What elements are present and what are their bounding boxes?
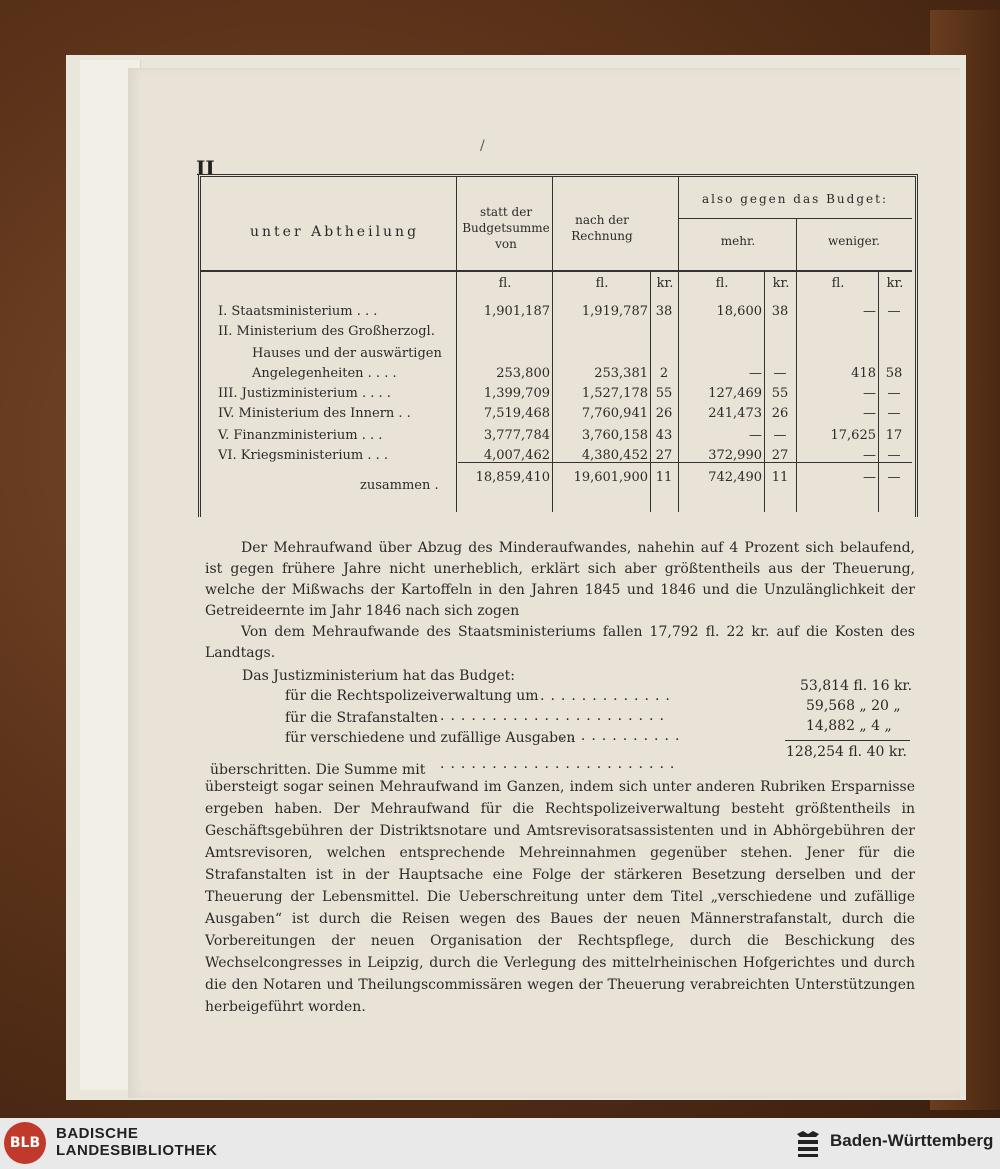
- cell-account-fl: 7,760,941: [581, 406, 648, 421]
- cell-more-fl: —: [749, 428, 762, 443]
- row-label: V. Finanzministerium . . .: [218, 428, 383, 443]
- cell-account-fl: 253,381: [594, 366, 648, 381]
- total-less-kr: —: [887, 470, 901, 485]
- cell-account-kr: 55: [655, 386, 673, 401]
- coat-of-arms-icon: [794, 1128, 822, 1158]
- cell-more-fl: 127,469: [708, 386, 762, 401]
- cell-less-fl: 418: [851, 366, 876, 381]
- paragraph-1: Der Mehraufwand über Abzug des Minderaufwandes, nahehin auf 4 Prozent sich belaufend, ist gegen frühere Jahre nicht unerheblich, erklärt sich aber größtentheils aus der Theuerung, welche der Mißwachs der Kartoffeln in den Jahren 1845 und 1846 und die Unzulänglichkeit der Getreideernte im Jahr 1846 nach sich zogen: [205, 540, 915, 619]
- cell-more-kr: 55: [771, 386, 789, 401]
- header-more: mehr.: [720, 234, 756, 248]
- total-account-fl: 19,601,900: [573, 470, 648, 485]
- unit-kr: kr.: [772, 276, 790, 291]
- cell-more-kr: 38: [771, 304, 789, 319]
- justice-item-label: für die Strafanstalten: [285, 710, 438, 726]
- cell-more-kr: 27: [771, 448, 789, 463]
- cell-account-kr: 43: [655, 428, 673, 443]
- cell-less-fl: —: [863, 386, 876, 401]
- cell-more-fl: 18,600: [716, 304, 762, 319]
- header-budget-sum: statt der Budgetsumme von: [462, 205, 550, 251]
- justice-intro: Das Justizministerium hat das Budget:: [242, 668, 515, 684]
- justice-total-label: überschritten. Die Summe mit: [210, 762, 426, 778]
- row-label: I. Staatsministerium . . .: [218, 304, 378, 319]
- cell-less-fl: 17,625: [830, 428, 876, 443]
- total-label: zusammen .: [360, 478, 439, 493]
- cell-account-kr: 26: [655, 406, 673, 421]
- cell-account-fl: 1,527,178: [581, 386, 648, 401]
- total-more-fl: 742,490: [708, 470, 762, 485]
- cell-more-fl: 372,990: [708, 448, 762, 463]
- footer-bar: [0, 1118, 1000, 1169]
- row-label: IV. Ministerium des Innern . .: [218, 406, 411, 421]
- subheader-divider: [678, 218, 912, 219]
- library-name-line2: LANDESBIBLIOTHEK: [56, 1142, 218, 1159]
- cell-less-fl: —: [863, 304, 876, 319]
- paragraph-2: Von dem Mehraufwande des Staatsministeriums fallen 17,792 fl. 22 kr. auf die Kosten des Landtags.: [205, 624, 915, 661]
- total-less-fl: —: [863, 470, 876, 485]
- cell-account-kr: 27: [655, 448, 673, 463]
- cell-more-fl: —: [749, 366, 762, 381]
- unit-kr: kr.: [656, 276, 674, 291]
- cell-budget: 1,901,187: [483, 304, 550, 319]
- sum-line: [785, 740, 910, 741]
- justice-item-label: für die Rechtspolizeiverwaltung um: [285, 688, 539, 704]
- cell-less-kr: —: [887, 304, 901, 319]
- total-budget: 18,859,410: [475, 470, 550, 485]
- row-label: III. Justizministerium . . . .: [218, 386, 391, 401]
- dot-leader: ......................: [440, 708, 670, 724]
- row-label: Hauses und der auswärtigen: [252, 346, 442, 361]
- header-against-budget: also gegen das Budget:: [702, 192, 888, 206]
- blb-logo: BLB: [4, 1122, 46, 1164]
- col-divider: [878, 272, 879, 512]
- cell-less-kr: 58: [885, 366, 903, 381]
- cell-less-kr: —: [887, 406, 901, 421]
- header-account: nach der Rechnung: [571, 213, 633, 243]
- library-name-line1: BADISCHE: [56, 1125, 139, 1142]
- cell-account-fl: 4,380,452: [581, 448, 648, 463]
- unit-fl: fl.: [715, 276, 729, 291]
- cell-less-fl: —: [863, 448, 876, 463]
- cell-account-fl: 1,919,787: [581, 304, 648, 319]
- justice-item-value: 59,568 „ 20 „: [806, 698, 901, 714]
- justice-item-label: für verschiedene und zufällige Ausgaben: [285, 730, 576, 746]
- total-account-kr: 11: [655, 470, 673, 485]
- row-label: Angelegenheiten . . . .: [252, 366, 397, 381]
- library-name: [56, 1125, 217, 1159]
- justice-item-value: 14,882 „ 4 „: [806, 718, 892, 734]
- header-less: weniger.: [828, 234, 880, 248]
- cell-account-kr: 2: [659, 366, 669, 381]
- col-divider: [650, 272, 651, 512]
- unit-fl: fl.: [498, 276, 512, 291]
- unit-fl: fl.: [595, 276, 609, 291]
- page-number: II: [196, 156, 215, 180]
- cell-more-fl: 241,473: [708, 406, 762, 421]
- justice-total-value: 128,254 fl. 40 kr.: [786, 744, 907, 760]
- dot-leader: ............: [560, 728, 686, 744]
- cell-more-kr: —: [773, 428, 787, 443]
- total-more-kr: 11: [771, 470, 789, 485]
- row-label: VI. Kriegsministerium . . .: [218, 448, 389, 463]
- unit-kr: kr.: [886, 276, 904, 291]
- state-name: Baden-Württemberg: [830, 1131, 994, 1150]
- cell-more-kr: —: [773, 366, 787, 381]
- pencil-mark: /: [480, 138, 485, 154]
- cell-budget: 7,519,468: [483, 406, 550, 421]
- dot-leader: .............: [540, 688, 676, 704]
- cell-account-kr: 38: [655, 304, 673, 319]
- dot-leader: .......................: [440, 756, 681, 772]
- cell-account-fl: 3,760,158: [581, 428, 648, 443]
- col-divider: [678, 176, 679, 512]
- col-divider: [552, 176, 553, 512]
- cell-less-fl: —: [863, 406, 876, 421]
- col-divider: [456, 176, 457, 512]
- cell-budget: 3,777,784: [483, 428, 550, 443]
- cell-less-kr: —: [887, 386, 901, 401]
- cell-budget: 4,007,462: [483, 448, 550, 463]
- cell-less-kr: 17: [885, 428, 903, 443]
- unit-fl: fl.: [831, 276, 845, 291]
- cell-more-kr: 26: [771, 406, 789, 421]
- col-divider: [796, 218, 797, 512]
- justice-item-value: 53,814 fl. 16 kr.: [800, 678, 913, 694]
- cell-budget: 1,399,709: [483, 386, 550, 401]
- paragraph-3: übersteigt sogar seinen Mehraufwand im Ganzen, indem sich unter anderen Rubriken Ersparnisse ergeben haben. Der Mehraufwand für die Rechtspolizeiverwaltung besteht größtentheils in Geschäftsgebühren der Distriktsnotare und Amtsrevisoratsassistenten und in Abhörgebühren der Amtsrevisoren, welchen entsprechende Mehreinnahmen gegenüber stehen. Jener für die Strafanstalten ist in der Hauptsache eine Folge der stärkeren Besetzung derselben und der Theuerung der Lebensmittel. Die Ueberschreitung unter dem Titel „verschiedene und zufällige Ausgaben“ ist durch die Reisen wegen des Baues der neuen Männerstrafanstalt, durch die Vorbereitungen der neuen Organisation der Rechtspflege, durch die Beschickung des Wechselcongresses in Leipzig, durch die Verlegung des mittelrheinischen Hofgerichtes und durch die den Notaren und Theilungscommissären wegen der Theuerung verabreichten Unterstützungen herbeigeführt worden.: [205, 779, 915, 1015]
- col-divider: [764, 272, 765, 512]
- header-division: unter Abtheilung: [250, 224, 420, 240]
- cell-less-kr: —: [887, 448, 901, 463]
- cell-budget: 253,800: [496, 366, 550, 381]
- row-label: II. Ministerium des Großherzogl.: [218, 324, 435, 339]
- header-divider: [200, 270, 912, 272]
